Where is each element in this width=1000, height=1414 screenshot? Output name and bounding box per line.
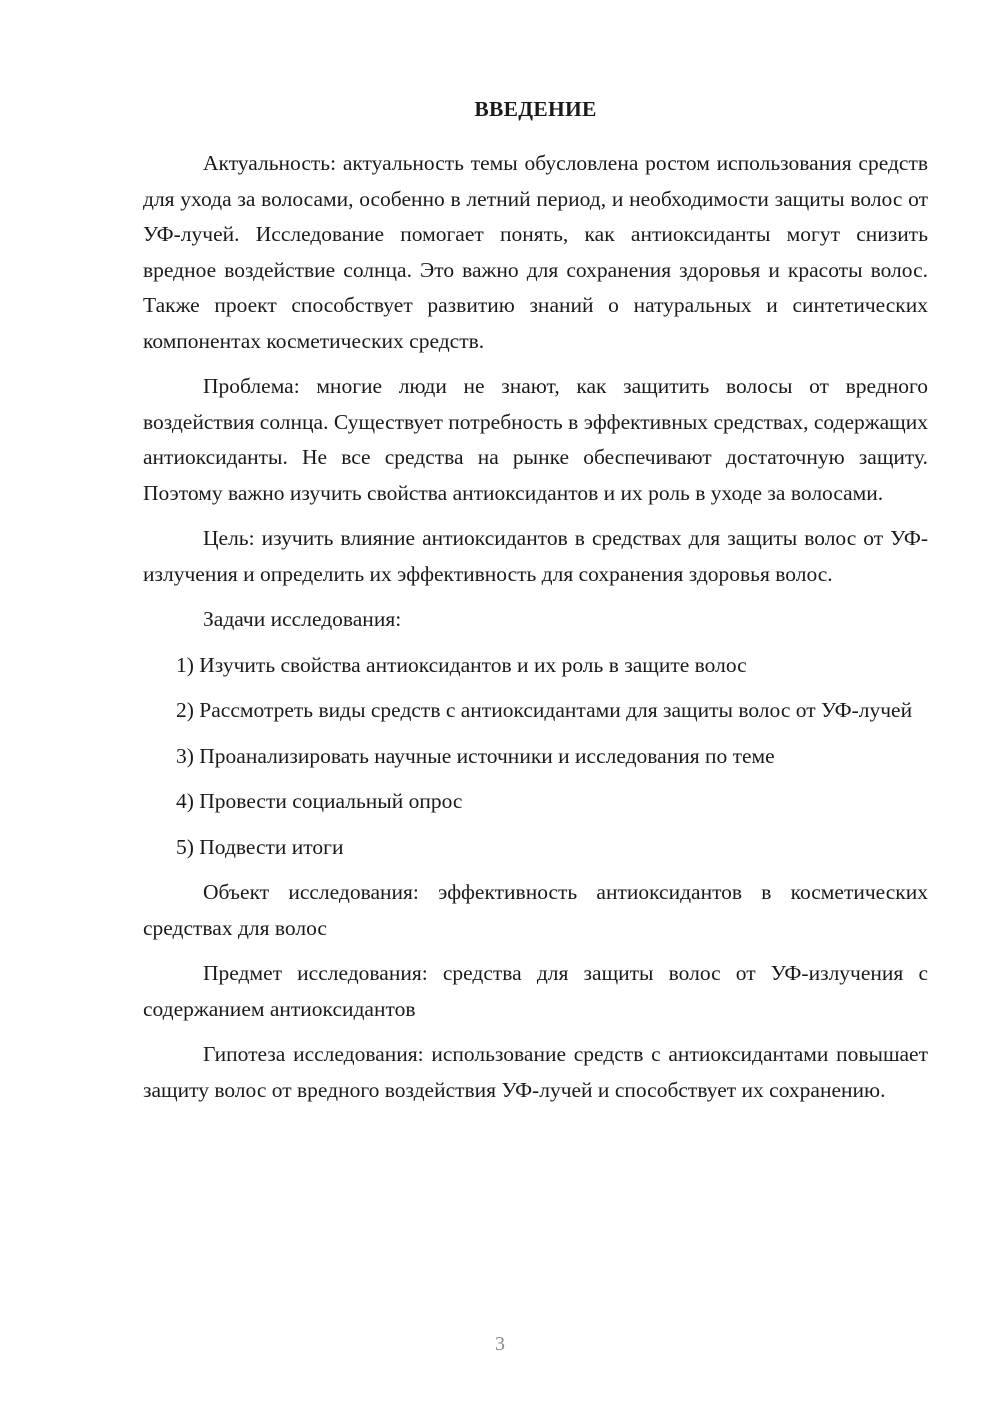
list-item: 4) Провести социальный опрос xyxy=(176,789,463,813)
goal-paragraph: Цель: изучить влияние антиоксидантов в средствах для защиты волос от УФ-излучения и определить их эффективность для сохранения здоровья волос. xyxy=(143,526,928,586)
hypothesis-paragraph: Гипотеза исследования: использование средств с антиоксидантами повышает защиту волос от вредного воздействия УФ-лучей и способствует их сохранению. xyxy=(143,1042,928,1102)
section-heading: ВВЕДЕНИЕ xyxy=(474,97,597,121)
page-number: 3 xyxy=(495,1333,505,1355)
list-item: 5) Подвести итоги xyxy=(176,834,344,859)
document-page xyxy=(143,92,928,1118)
list-item: 1) Изучить свойства антиоксидантов и их роль в защите волос xyxy=(176,652,747,677)
list-item: 3) Проанализировать научные источники и исследования по теме xyxy=(176,743,775,768)
object-paragraph: Объект исследования: эффективность антиоксидантов в косметических средствах для волос xyxy=(143,880,928,940)
problem-paragraph: Проблема: многие люди не знают, как защитить волосы от вредного воздействия солнца. Существует потребность в эффективных средствах, содержащих антиоксиданты. Не все средства на рынке обеспечивают достаточную защиту. Поэтому важно изучить свойства антиоксидантов и их роль в уходе за волосами. xyxy=(143,374,928,505)
tasks-title: Задачи исследования: xyxy=(203,607,402,631)
tasks-list xyxy=(143,648,928,866)
relevance-paragraph: Актуальность: актуальность темы обусловлена ростом использования средств для ухода за волосами, особенно в летний период, и необходимости защиты волос от УФ-лучей. Исследование помогает понять, как антиоксиданты могут снизить вредное воздействие солнца. Это важно для сохранения здоровья и красоты волос. Также проект способствует развитию знаний о натуральных и синтетических компонентах косметических средств. xyxy=(143,151,928,353)
subject-paragraph: Предмет исследования: средства для защиты волос от УФ-излучения с содержанием антиоксидантов xyxy=(143,961,928,1021)
list-item: 2) Рассмотреть виды средств с антиоксидантами для защиты волос от УФ-лучей xyxy=(176,698,913,722)
